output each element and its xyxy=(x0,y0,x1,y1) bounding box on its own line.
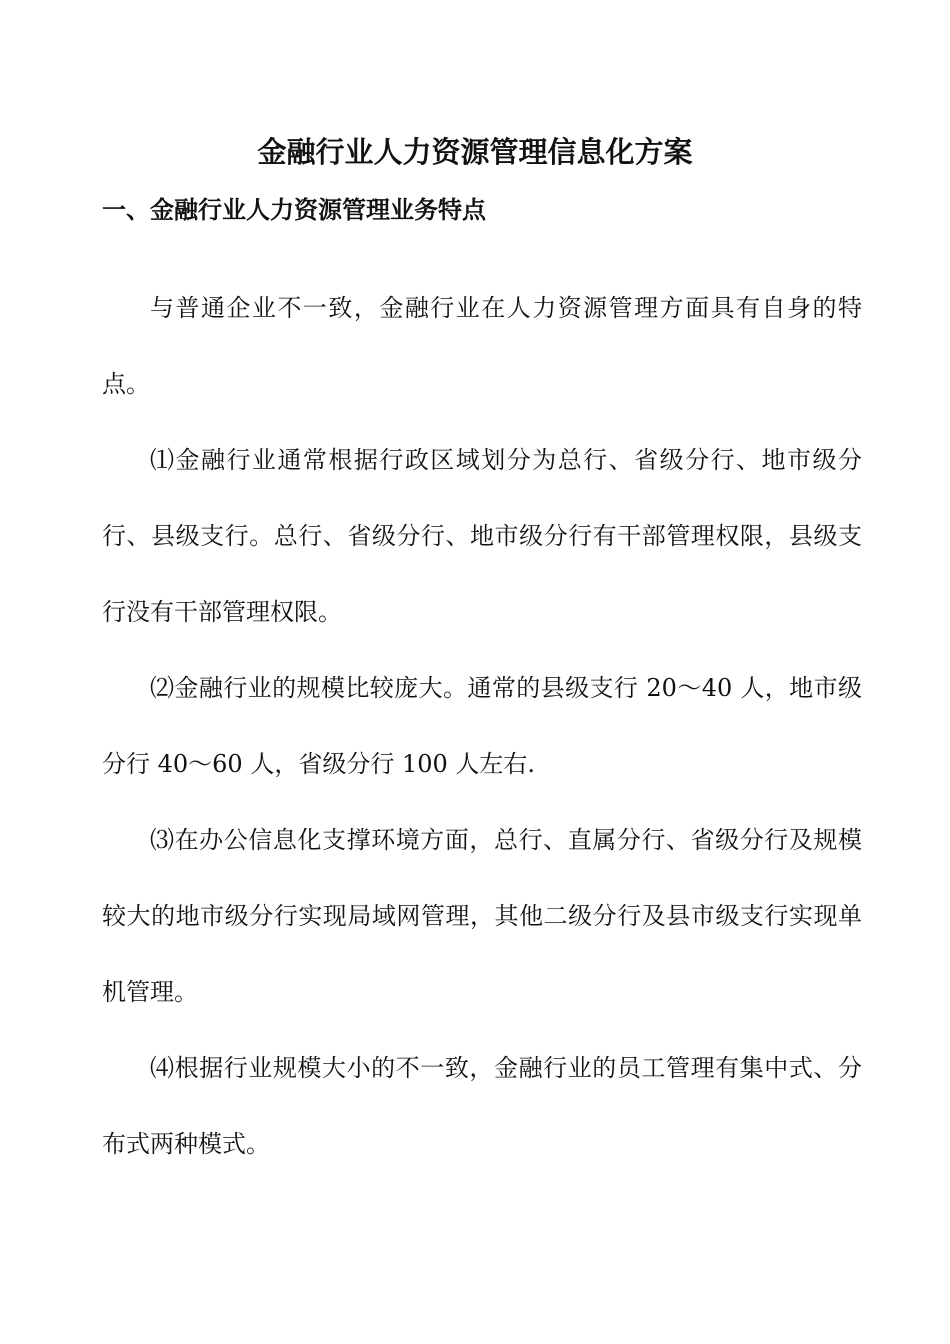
paragraph-point-4: ⑷根据行业规模大小的不一致，金融行业的员工管理有集中式、分布式两种模式。 xyxy=(102,1054,862,1158)
paragraph-point-3: ⑶在办公信息化支撑环境方面，总行、直属分行、省级分行及规模较大的地市级分行实现局域网管理，其他二级分行及县市级支行实现单机管理。 xyxy=(102,826,862,1006)
paragraph-point-2: ⑵金融行业的规模比较庞大。通常的县级支行 20～40 人，地市级分行 40～60 人，省级分行 100 人左右. xyxy=(102,674,862,778)
section-heading: 一、金融行业人力资源管理业务特点 xyxy=(102,195,486,224)
document-body xyxy=(102,270,862,1182)
paragraph-point-1: ⑴金融行业通常根据行政区域划分为总行、省级分行、地市级分行、县级支行。总行、省级分行、地市级分行有干部管理权限，县级支行没有干部管理权限。 xyxy=(102,446,862,626)
paragraph-intro: 与普通企业不一致，金融行业在人力资源管理方面具有自身的特点。 xyxy=(102,294,862,398)
document-title: 金融行业人力资源管理信息化方案 xyxy=(257,135,693,169)
